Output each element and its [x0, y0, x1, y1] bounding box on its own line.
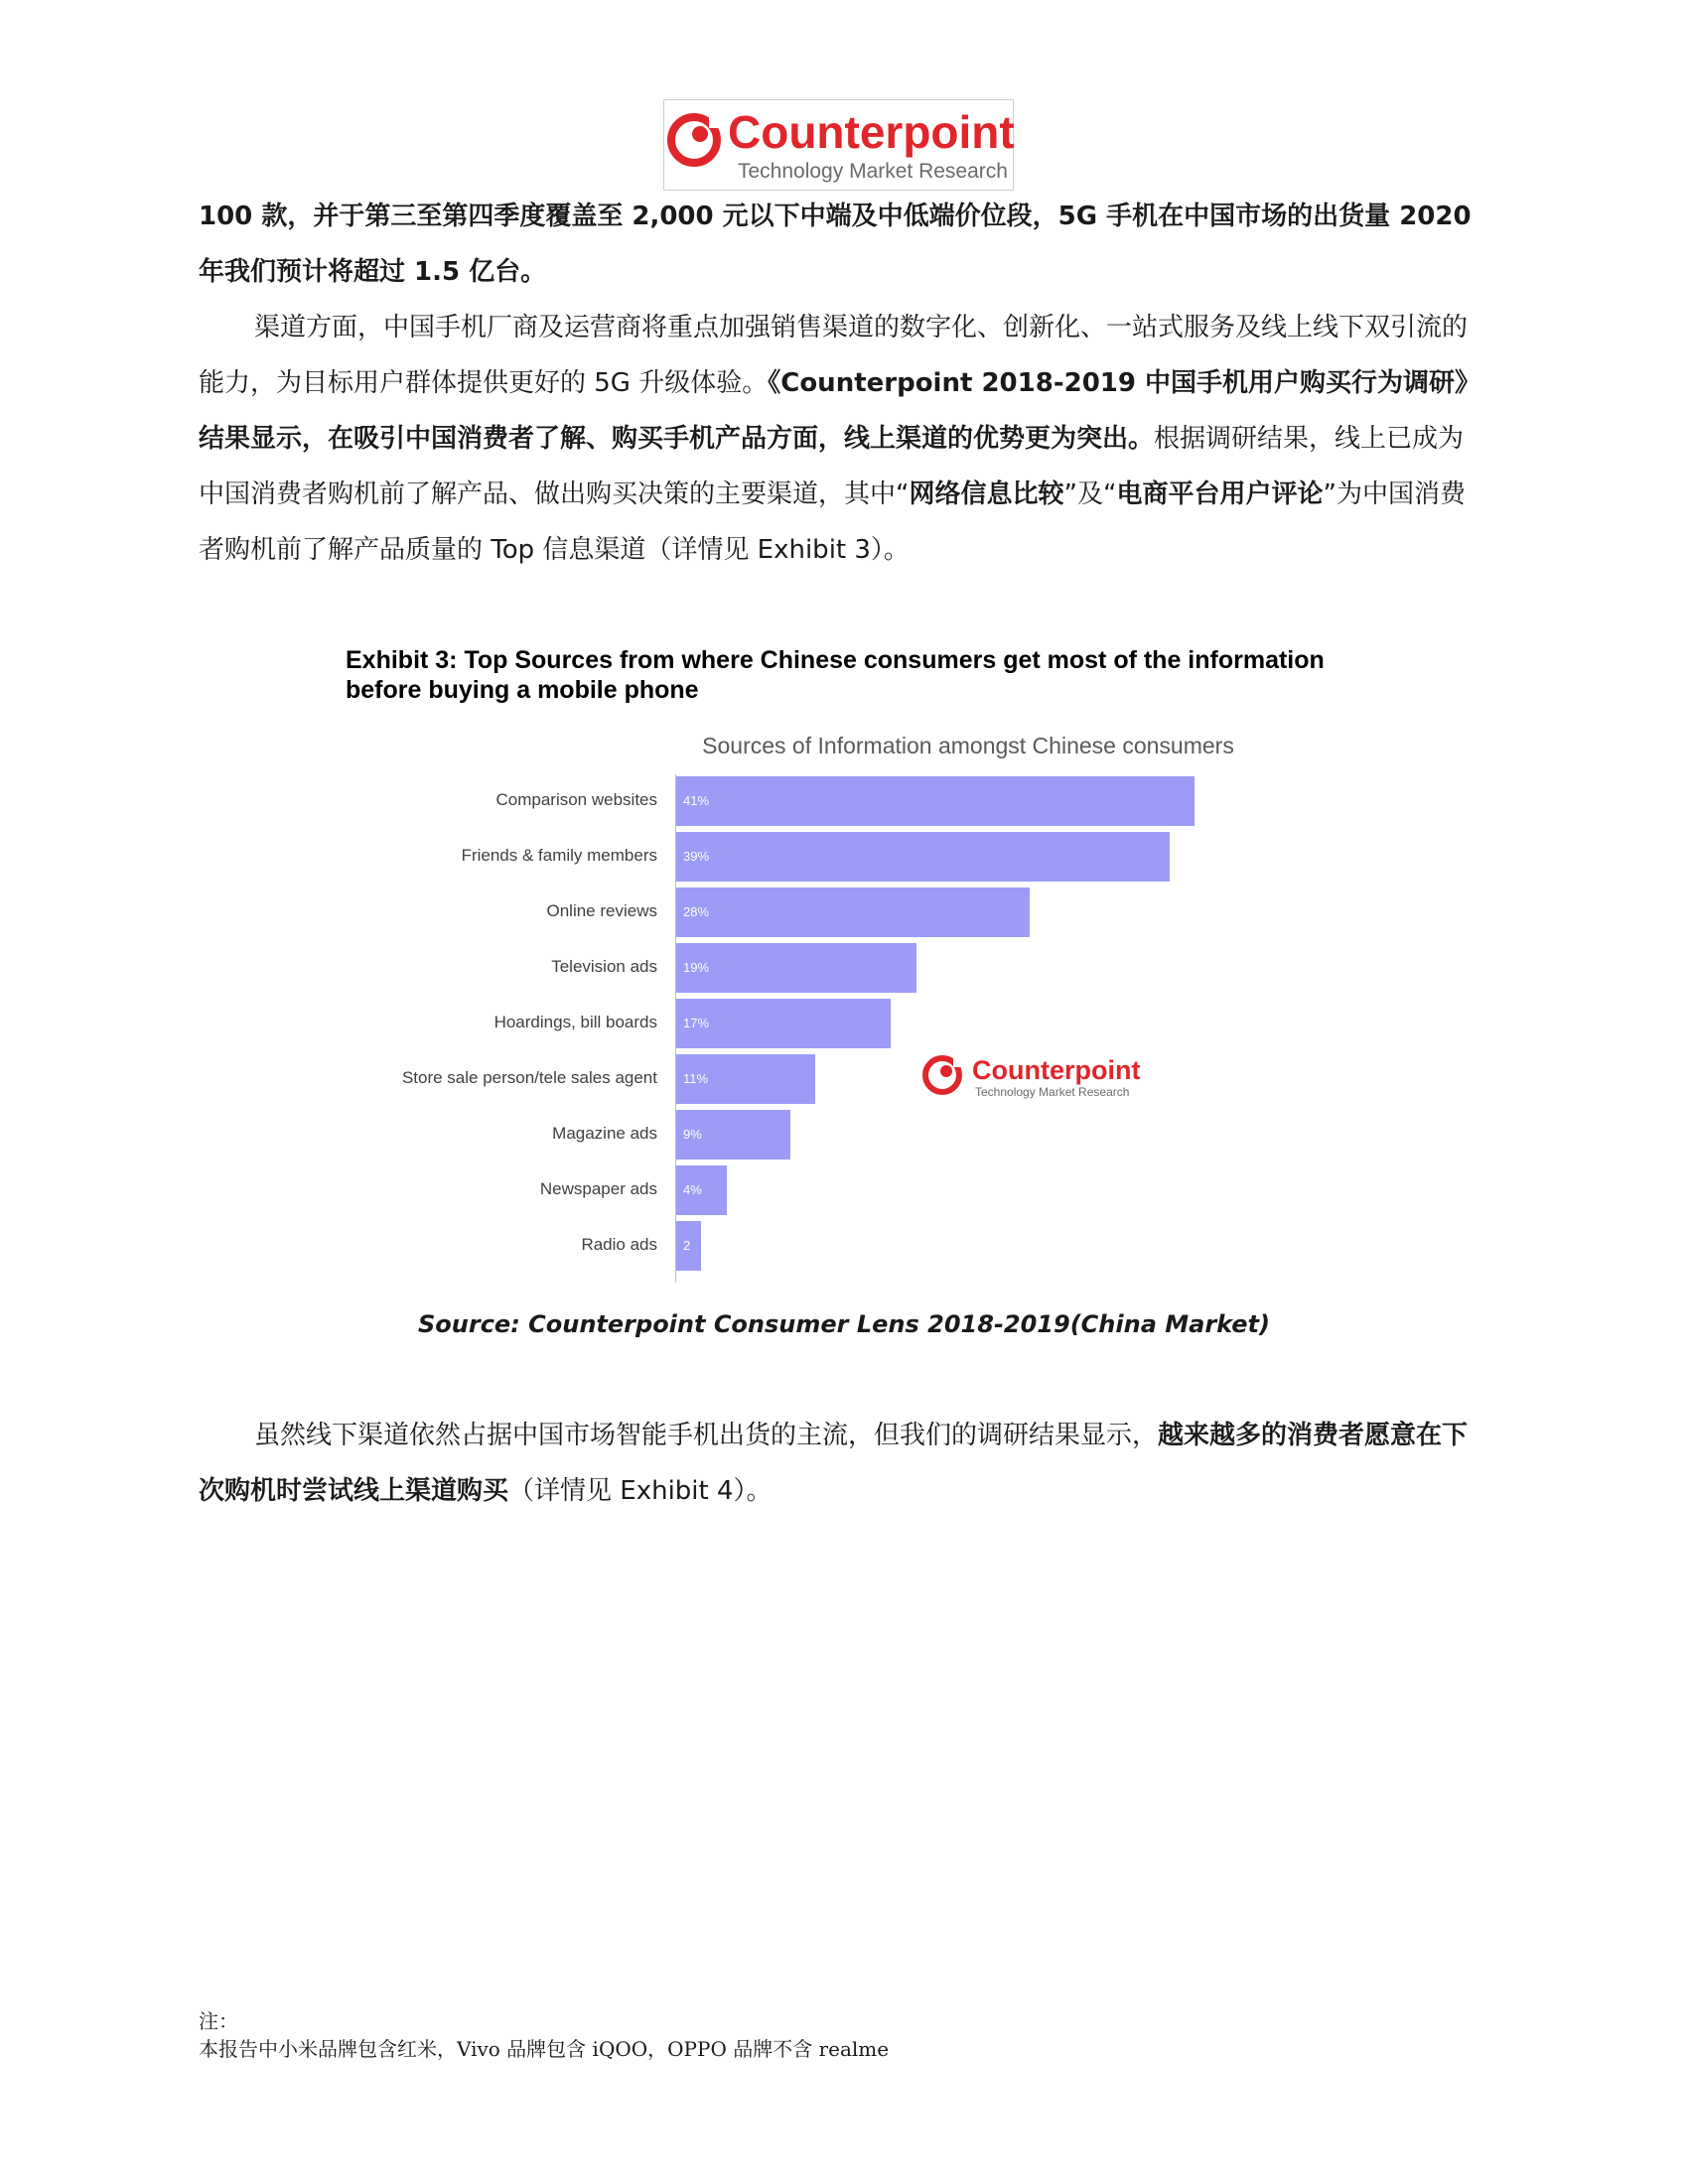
chart-bar — [676, 999, 891, 1048]
exhibit-title: Exhibit 3: Top Sources from where Chinese consumers get most of the information before buying a mobile phone — [346, 646, 1325, 704]
footnote — [199, 2007, 1489, 2063]
counterpoint-watermark — [920, 1049, 1159, 1109]
logo-tagline: Technology Market Research — [738, 160, 1008, 183]
bar-value-label: 28% — [683, 904, 710, 919]
bar-value-label: 19% — [683, 960, 710, 975]
bar-value-label: 4% — [683, 1182, 702, 1197]
category-label: Comparison websites — [495, 790, 657, 809]
category-label: Radio ads — [581, 1235, 657, 1254]
paragraph-1-bold: 100 款，并于第三至第四季度覆盖至 2,000 元以下中端及中低端价位段，5G 手机在中国市场的出货量 2020 年我们预计将超过 1.5 亿台。 — [199, 202, 1472, 287]
category-label: Store sale person/tele sales agent — [401, 1068, 657, 1087]
bar-value-label: 17% — [683, 1016, 710, 1030]
category-label: Online reviews — [546, 901, 657, 920]
watermark-tagline: Technology Market Research — [975, 1085, 1130, 1099]
bar-value-label: 11% — [683, 1071, 709, 1086]
watermark-wordmark: Counterpoint — [972, 1055, 1141, 1085]
paragraph-2-bold-1: 《Counterpoint 2018-2019 中国手机用户购买行为调研》结果显示，在吸引中国消费者了解、购买手机产品方面，线上渠道的优势更为突出。 — [199, 368, 1481, 454]
chart-bar — [676, 1054, 815, 1104]
chart-bar — [676, 1165, 727, 1215]
counterpoint-logo-mark-icon — [671, 114, 721, 163]
paragraph-1 — [199, 189, 1489, 300]
paragraph-3-text-1: 虽然线下渠道依然占据中国市场智能手机出货的主流，但我们的调研结果显示， — [254, 1421, 1159, 1450]
bar-value-label: 41% — [683, 793, 710, 808]
chart-bar — [676, 832, 1170, 882]
paragraph-2-text-2: 根据调研结果，线上已成为中国消费者购机前了解产品、做出购买决策的主要渠道，其中“ — [199, 424, 1465, 509]
category-labels — [298, 774, 657, 1291]
paragraph-2-bold-3: 电商平台用户评论 — [1116, 479, 1324, 509]
chart-bar — [676, 776, 1195, 826]
paragraph-3-text-2: （详情见 Exhibit 4）。 — [508, 1476, 773, 1506]
bar-value-label: 2 — [683, 1238, 691, 1253]
chart-bar — [676, 887, 1030, 937]
category-label: Magazine ads — [552, 1124, 657, 1143]
footnote-text: 本报告中小米品牌包含红米，Vivo 品牌包含 iQOO，OPPO 品牌不含 realme — [199, 2037, 890, 2061]
paragraph-3 — [199, 1408, 1489, 1519]
bar-value-label: 9% — [683, 1127, 702, 1142]
chart-bar — [676, 1110, 790, 1160]
chart-title: Sources of Information amongst Chinese consumers — [702, 733, 1234, 758]
counterpoint-logo — [663, 99, 1014, 191]
paragraph-2-bold-2: 网络信息比较 — [909, 479, 1064, 509]
chart-source: Source: Counterpoint Consumer Lens 2018-2019(China Market) — [418, 1310, 1270, 1338]
chart-bar — [676, 1221, 701, 1271]
footnote-label: 注： — [199, 2009, 238, 2033]
logo-wordmark: Counterpoint — [728, 106, 1015, 158]
category-label: Friends & family members — [461, 846, 657, 865]
paragraph-2-text-1: 渠道方面，中国手机厂商及运营商将重点加强销售渠道的数字化、创新化、一站式服务及线上线下双引流的能力，为目标用户群体提供更好的 5G 升级体验。 — [199, 313, 1469, 398]
category-label: Hoardings, bill boards — [493, 1013, 657, 1031]
paragraph-3-bold-1: 越来越多的消费者愿意在下次购机时尝试线上渠道购买 — [199, 1421, 1469, 1506]
category-label: Newspaper ads — [539, 1179, 657, 1198]
paragraph-2 — [199, 300, 1489, 578]
chart-bar — [676, 943, 916, 993]
paragraph-2-text-3: ”及“ — [1063, 479, 1117, 509]
bar-chart — [298, 774, 1291, 1291]
watermark-mark-icon — [925, 1057, 962, 1092]
paragraph-2-text-4: ”为中国消费者购机前了解产品质量的 Top 信息渠道（详情见 Exhibit 3）。 — [199, 479, 1466, 565]
bar-value-label: 39% — [683, 849, 710, 864]
category-label: Television ads — [551, 957, 657, 976]
